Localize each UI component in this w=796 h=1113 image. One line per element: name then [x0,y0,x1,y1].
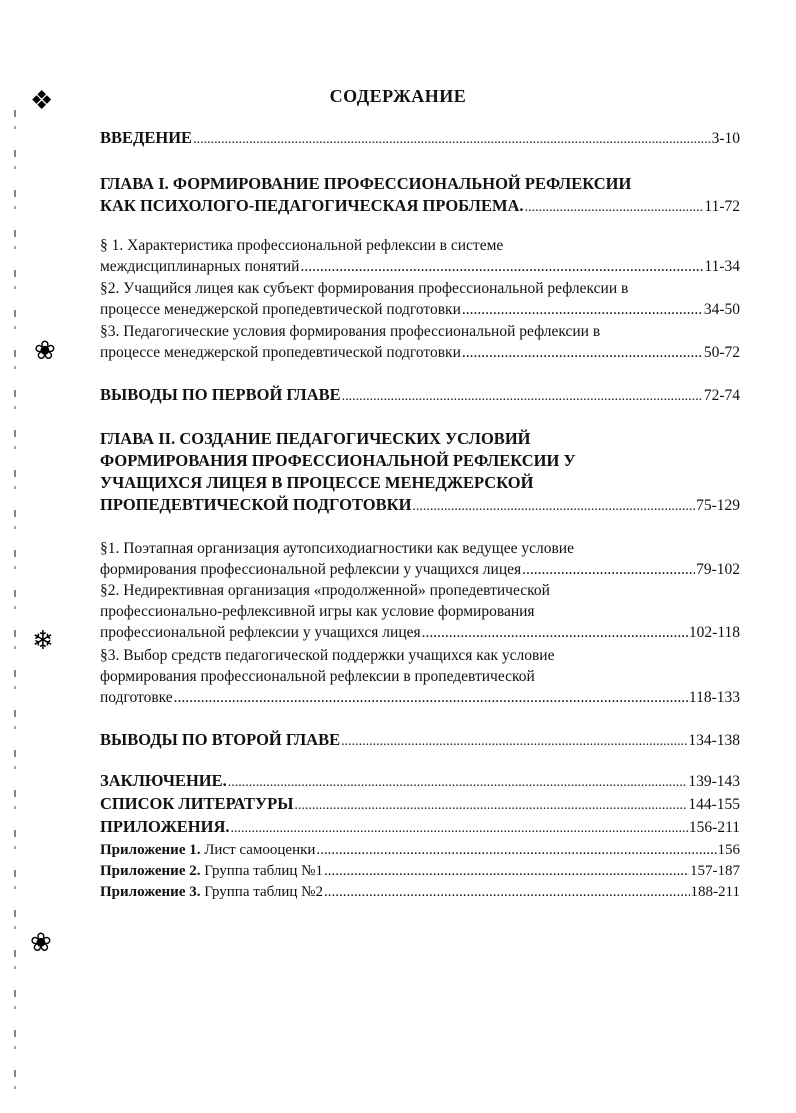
toc-leader [324,882,690,902]
toc-pages: 118-133 [688,689,740,706]
toc-leader [342,387,703,407]
toc-pages: 144-155 [688,796,740,813]
toc-label: §1. Поэтапная организация аутопсиходиагностики как ведущее условие [100,540,574,557]
toc-label: ВВЕДЕНИЕ [100,128,193,147]
toc-entry-ch1-section-1 [100,235,740,277]
toc-leader [525,197,704,219]
toc-label: междисциплинарных понятий [100,258,300,275]
toc-pages: 139-143 [688,773,740,790]
toc-leader [412,496,695,518]
toc-pages: 102-118 [688,624,740,641]
toc-label: ВЫВОДЫ ПО ПЕРВОЙ ГЛАВЕ [100,385,341,404]
toc-pages: 72-74 [703,387,740,404]
toc-entry-chapter-1 [100,173,740,219]
toc-pages: 156-211 [688,819,740,836]
toc-label: подготовке [100,689,173,706]
toc-leader [522,559,695,580]
toc-label: СПИСОК ЛИТЕРАТУРЫ [100,794,294,813]
toc-label: Группа таблиц №1 [204,863,323,879]
toc-entry-appendix-1 [100,840,740,860]
toc-entry-literature [100,794,740,816]
toc-label: §2. Недирективная организация «продолженной» пропедевтической [100,582,550,599]
toc-label: ЗАКЛЮЧЕНИЕ. [100,771,227,790]
toc-leader [316,840,716,860]
toc-label: ВЫВОДЫ ПО ВТОРОЙ ГЛАВЕ [100,730,341,749]
toc-label: процессе менеджерской пропедевтической подготовки [100,344,461,361]
scan-edge-artifact [14,110,16,1100]
toc-leader [231,819,688,839]
toc-label: Приложение 2. [100,863,201,879]
toc-label: профессиональной рефлексии у учащихся лицея [100,624,421,641]
toc-entry-conclusion [100,771,740,793]
toc-label: профессионально-рефлексивной игры как условие формирования [100,603,535,620]
scan-mark-icon: ❄ [32,626,54,655]
toc-pages: 79-102 [696,561,740,578]
toc-label: § 1. Характеристика профессиональной рефлексии в системе [100,237,504,254]
toc-entry-ch2-section-3 [100,645,740,708]
toc-label: §3. Педагогические условия формирования профессиональной рефлексии в [100,323,601,340]
toc-entry-chapter-2 [100,428,740,518]
toc-leader [341,732,687,752]
toc-label: ПРИЛОЖЕНИЯ. [100,817,230,836]
toc-label: процессе менеджерской пропедевтической подготовки [100,301,461,318]
toc-entry-chapter-1-conclusions [100,385,740,407]
toc-label: Приложение 1. [100,842,201,858]
scan-mark-icon: ❖ [30,86,54,115]
page-title: СОДЕРЖАНИЕ [329,86,467,106]
toc-entry-ch2-section-2 [100,580,740,643]
toc-leader [462,342,703,363]
toc-entry-appendix-3 [100,882,740,902]
toc-leader [193,130,711,150]
scan-mark-icon: ❀ [34,336,56,365]
toc-leader [422,622,688,643]
toc-entry-appendices [100,817,740,839]
toc-label: Лист самооценки [204,842,316,858]
toc-entry-ch2-section-1 [100,538,740,580]
toc-pages: 11-72 [704,198,740,215]
scan-mark-icon: ❀ [30,928,52,957]
toc-entry-appendix-2 [100,861,740,881]
toc-label: УЧАЩИХСЯ ЛИЦЕЯ В ПРОЦЕССЕ МЕНЕДЖЕРСКОЙ [100,473,534,492]
toc-label: §2. Учащийся лицея как субъект формирования профессиональной рефлексии в [100,280,629,297]
toc-entry-ch1-section-2 [100,278,740,320]
toc-leader [462,299,703,320]
toc-entry-chapter-2-conclusions [100,730,740,752]
toc-entry-intro [100,128,740,150]
toc-label: §3. Выбор средств педагогической поддержки учащихся как условие [100,647,555,664]
toc-leader [324,861,689,881]
toc-label: формирования профессиональной рефлексии в пропедевтической [100,668,535,685]
toc-pages: 11-34 [704,258,740,275]
toc-label: ПРОПЕДЕВТИЧЕСКОЙ ПОДГОТОВКИ [100,495,412,514]
toc-label: ФОРМИРОВАНИЯ ПРОФЕССИОНАЛЬНОЙ РЕФЛЕКСИИ У [100,451,576,470]
toc-pages: 3-10 [711,130,740,147]
toc-label: Приложение 3. [100,884,201,900]
toc-pages: 188-211 [690,884,740,900]
toc-entry-ch1-section-3 [100,321,740,363]
toc-label: формирования профессиональной рефлексии у учащихся лицея [100,561,522,578]
toc-pages: 134-138 [688,732,740,749]
toc-pages: 157-187 [690,863,740,879]
toc-leader [300,256,703,277]
toc-label: ГЛАВА II. СОЗДАНИЕ ПЕДАГОГИЧЕСКИХ УСЛОВИЙ [100,429,531,448]
toc-label: КАК ПСИХОЛОГО-ПЕДАГОГИЧЕСКАЯ ПРОБЛЕМА. [100,196,524,215]
toc-label: ГЛАВА I. ФОРМИРОВАНИЕ ПРОФЕССИОНАЛЬНОЙ РЕФЛЕКСИИ [100,174,632,193]
toc-leader [294,796,687,816]
toc-pages: 75-129 [696,497,740,514]
toc-leader [174,687,688,708]
toc-leader [228,773,688,793]
toc-pages: 50-72 [703,344,740,361]
toc-label: Группа таблиц №2 [204,884,323,900]
toc-pages: 34-50 [703,301,740,318]
toc-pages: 156 [717,842,740,858]
